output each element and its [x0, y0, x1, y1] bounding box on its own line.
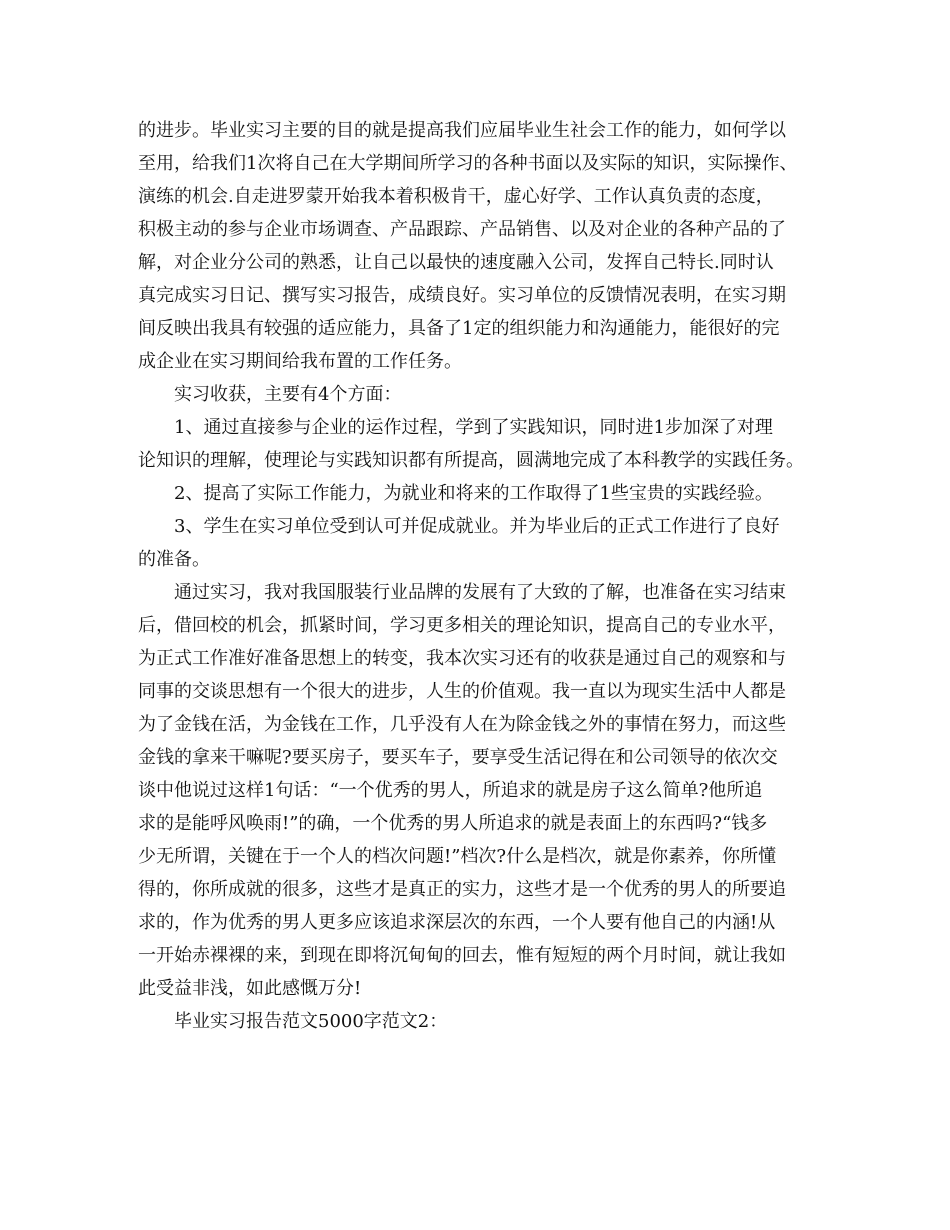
text-line: 得的，你所成就的很多，这些才是真正的实力，这些才是一个优秀的男人的所要追 [138, 879, 786, 900]
list-item-3: 3、学生在实习单位受到认可并促成就业。并为毕业后的正式工作进行了良好 [174, 516, 780, 537]
list-item-1: 1、通过直接参与企业的运作过程，学到了实践知识，同时进1步加深了对理 [174, 417, 773, 438]
sample-essay-heading: 毕业实习报告范文5000字范文2： [174, 1011, 448, 1032]
text-line: 谈中他说过这样1句话：“一个优秀的男人，所追求的就是房子这么简单?他所追 [138, 780, 763, 801]
text-line: 后，借回校的机会，抓紧时间，学习更多相关的理论知识，提高自己的专业水平， [138, 615, 786, 636]
section-heading-harvest: 实习收获，主要有4个方面： [174, 384, 402, 405]
text-line: 论知识的理解，使理论与实践知识都有所提高，圆满地完成了本科教学的实践任务。 [138, 450, 804, 471]
text-line: 至用，给我们1次将自己在大学期间所学习的各种书面以及实际的知识，实际操作、 [138, 153, 798, 174]
text-line: 此受益非浅，如此感慨万分! [138, 978, 362, 999]
text-line: 同事的交谈思想有一个很大的进步，人生的价值观。我一直以为现实生活中人都是 [138, 681, 786, 702]
text-line: 间反映出我具有较强的适应能力，具备了1定的组织能力和沟通能力，能很好的完 [138, 318, 780, 339]
document-body [138, 114, 828, 1038]
text-line: 为正式工作准好准备思想上的转变，我本次实习还有的收获是通过自己的观察和与 [138, 648, 786, 669]
text-line: 一开始赤裸裸的来，到现在即将沉甸甸的回去，惟有短短的两个月时间，就让我如 [138, 945, 786, 966]
paragraph-start: 通过实习，我对我国服装行业品牌的发展有了大致的了解，也准备在实习结束 [174, 582, 786, 603]
text-line: 金钱的拿来干嘛呢?要买房子，要买车子，要享受生活记得在和公司领导的依次交 [138, 747, 778, 768]
text-line: 成企业在实习期间给我布置的工作任务。 [138, 351, 462, 372]
text-line: 积极主动的参与企业市场调查、产品跟踪、产品销售、以及对企业的各种产品的了 [138, 219, 786, 240]
text-line: 求的，作为优秀的男人更多应该追求深层次的东西，一个人要有他自己的内涵!从 [138, 912, 776, 933]
list-item-2: 2、提高了实际工作能力，为就业和将来的工作取得了1些宝贵的实践经验。 [174, 483, 773, 504]
text-line: 的准备。 [138, 549, 210, 570]
text-line: 解，对企业分公司的熟悉，让自己以最快的速度融入公司，发挥自己特长.同时认 [138, 252, 774, 273]
text-line: 真完成实习日记、撰写实习报告，成绩良好。实习单位的反馈情况表明，在实习期 [138, 285, 786, 306]
text-line: 求的是能呼风唤雨!”的确，一个优秀的男人所追求的就是表面上的东西吗?“钱多 [138, 813, 768, 834]
text-line: 为了金钱在活，为金钱在工作，几乎没有人在为除金钱之外的事情在努力，而这些 [138, 714, 786, 735]
text-line: 少无所谓，关键在于一个人的档次问题!”档次?什么是档次，就是你素养，你所懂 [138, 846, 777, 867]
text-line: 演练的机会.自走进罗蒙开始我本着积极肯干，虚心好学、工作认真负责的态度， [138, 186, 774, 207]
text-line: 的进步。毕业实习主要的目的就是提高我们应届毕业生社会工作的能力，如何学以 [138, 120, 786, 141]
